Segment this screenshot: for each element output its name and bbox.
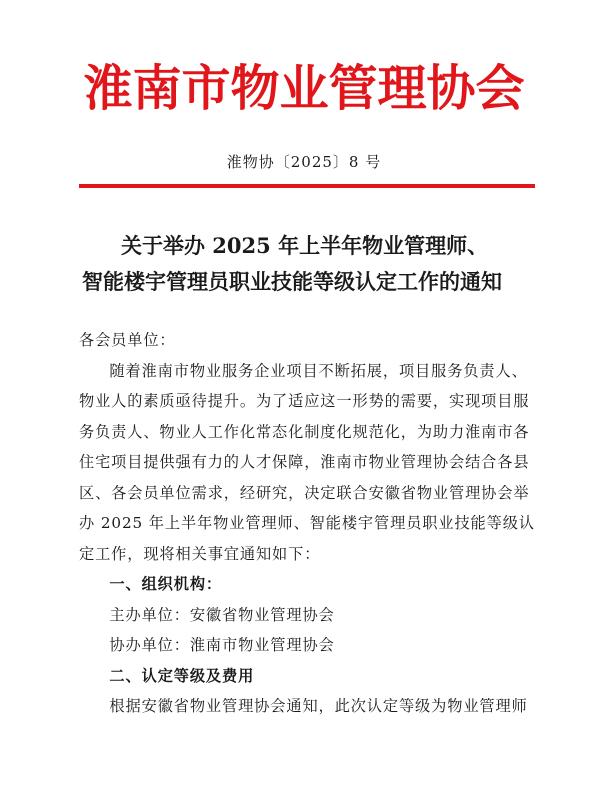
salutation: 各会员单位： bbox=[79, 331, 176, 349]
section-2-paragraph: 根据安徽省物业管理协会通知，此次认定等级为物业管理师 bbox=[109, 697, 528, 715]
title-line-2: 智能楼宇管理员职业技能等级认定工作的通知 bbox=[82, 269, 502, 294]
document-number: 淮物协〔2025〕8 号 bbox=[226, 153, 382, 171]
co-organizer-unit: 协办单位：淮南市物业管理协会 bbox=[109, 636, 335, 654]
red-divider bbox=[79, 184, 535, 188]
org-name-header: 淮南市物业管理协会 bbox=[83, 60, 525, 117]
section-1-heading: 一、组织机构： bbox=[109, 575, 223, 593]
document-title bbox=[60, 228, 548, 300]
section-2-heading: 二、认定等级及费用 bbox=[109, 666, 255, 685]
document-body bbox=[79, 325, 539, 722]
host-unit: 主办单位：安徽省物业管理协会 bbox=[109, 605, 335, 624]
intro-paragraph: 随着淮南市物业服务企业项目不断拓展，项目服务负责人、物业人的素质亟待提升。为了适应这一形势的需要，实现项目服务负责人、物业人工作化常态化制度化规范化，为助力淮南市各住宅项目提供强有力的人才保障，淮南市物业管理协会结合各县区、各会员单位需求，经研究，决定联合安徽省物业管理协会举办 2025 年上半年物业管理师、智能楼宇管理员职业技能等级认定工作，现将相关事宜通知如下： bbox=[79, 361, 535, 563]
title-line-1: 关于举办 2025 年上半年物业管理师、 bbox=[121, 233, 489, 258]
